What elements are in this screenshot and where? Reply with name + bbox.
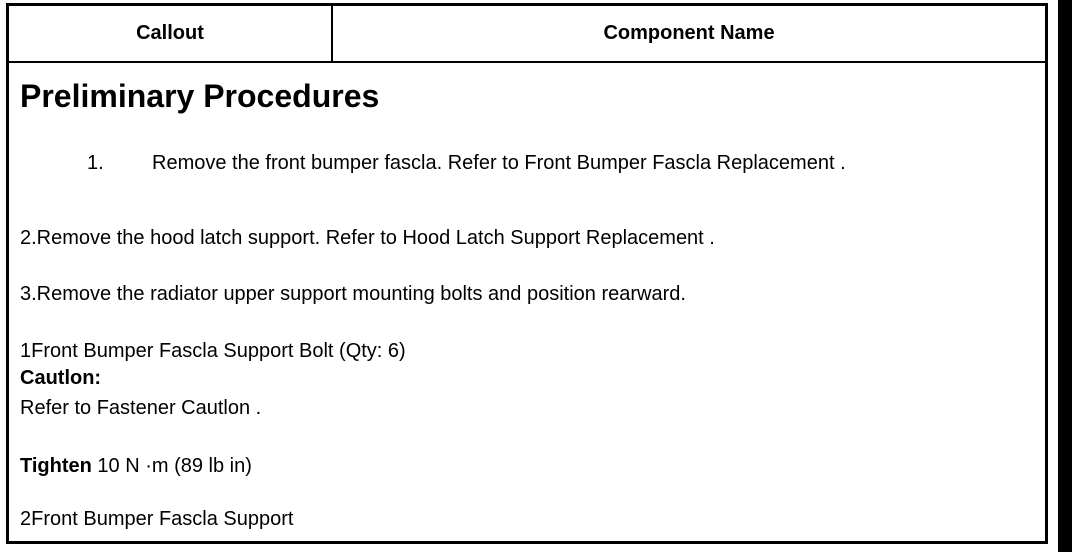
item-2-text: 2Front Bumper Fascla Support [20,508,294,530]
tighten-line [20,455,252,478]
section-title: Preliminary Procedures [20,78,380,114]
right-edge-bar [1058,0,1072,552]
step-1-number: 1. [87,152,104,174]
component-name-header: Component Name [603,22,775,44]
step-1-text: Remove the front bumper fascla. Refer to Front Bumper Fascla Replacement . [152,152,846,174]
step-3-text: 3.Remove the radiator upper support mounting bolts and position rearward. [20,283,686,305]
caution-text: Refer to Fastener Cautlon . [20,397,262,419]
callout-header: Callout [9,6,333,61]
procedure-table [6,3,1048,544]
caution-label: Cautlon: [20,367,102,389]
table-header-row [9,6,1045,63]
tighten-label: Tighten [20,455,92,477]
step-2-text: 2.Remove the hood latch support. Refer to Hood Latch Support Replacement . [20,227,715,249]
tighten-value: 10 N ·m (89 lb in) [91,455,252,477]
item-1-text: 1Front Bumper Fascla Support Bolt (Qty: 6) [20,340,406,362]
